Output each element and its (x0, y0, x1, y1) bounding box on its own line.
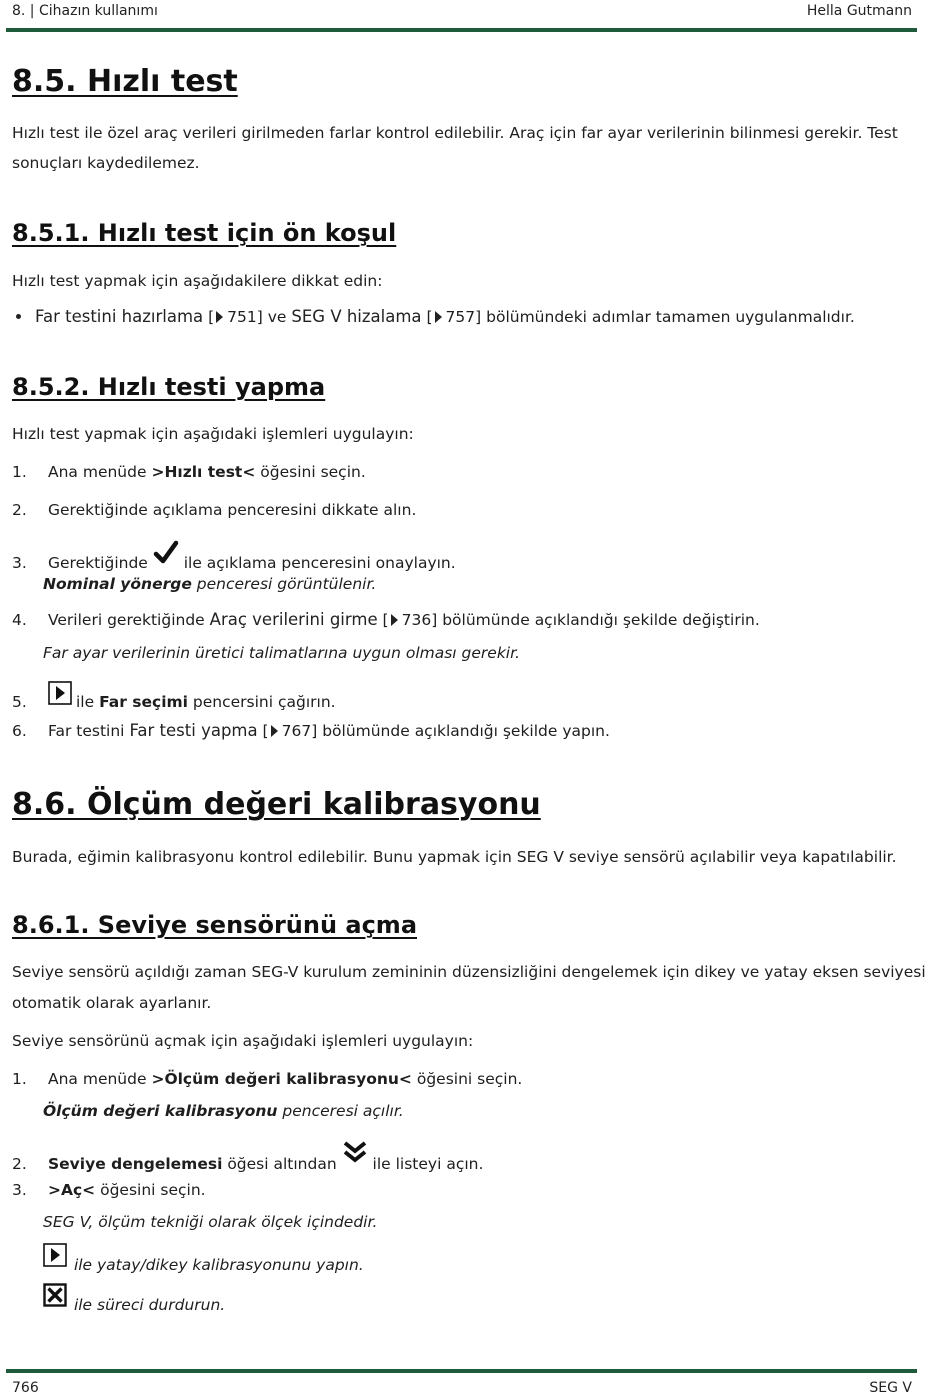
section-title-8-6: 8.6. Ölçüm değeri kalibrasyonu (12, 787, 541, 822)
double-chevron-down-icon (342, 1141, 368, 1165)
header-rule (6, 28, 917, 32)
footer-rule (6, 1369, 917, 1373)
link-far-testini-hazirlama[interactable]: Far testini hazırlama (35, 307, 204, 326)
section-8-5-para-line1: Hızlı test ile özel araç verileri girilmeden farlar kontrol edilebilir. Araç için far ayar verilerinin bilinmesi gerekir. Test (12, 124, 898, 142)
page-ref-arrow-icon (435, 311, 442, 323)
step-3-result: SEG V, ölçüm tekniği olarak ölçek içindedir. (43, 1213, 378, 1231)
section-8-6-1-para-line1: Seviye sensörü açıldığı zaman SEG-V kurulum zemininin düzensizliğini dengelemek için dikey ve yatay eksen seviyesi (12, 963, 926, 981)
link-arac-verilerini-girme[interactable]: Araç verilerini girme (209, 610, 378, 629)
section-8-5-1-intro: Hızlı test yapmak için aşağıdakilere dikkat edin: (12, 272, 383, 290)
checkmark-icon (153, 540, 179, 566)
step-4: 4. Verileri gerektiğinde Araç verilerini girme [ 736] bölümünde açıklandığı şekilde değiştirin. (12, 610, 760, 629)
step-6: 6. Far testini Far testi yapma [ 767] bölümünde açıklandığı şekilde yapın. (12, 721, 610, 740)
step-2: 2. Gerektiğinde açıklama penceresini dikkate alın. (12, 501, 417, 519)
step-4-note: Far ayar verilerinin üretici talimatlarına uygun olması gerekir. (43, 644, 520, 662)
product-name: SEG V (869, 1380, 912, 1396)
step-5: 5. ile Far seçimi pencersini çağırın. (12, 681, 336, 712)
play-forward-icon (43, 1243, 67, 1267)
page-ref-arrow-icon (391, 614, 398, 626)
section-title-8-5-2: 8.5.2. Hızlı testi yapma (12, 373, 326, 401)
section-title-8-6-1: 8.6.1. Seviye sensörünü açma (12, 911, 418, 939)
page-footer (12, 1380, 912, 1397)
bullet-dot (16, 314, 21, 319)
section-8-5-2-intro: Hızlı test yapmak için aşağıdaki işlemleri uygulayın: (12, 425, 414, 443)
section-title-8-5: 8.5. Hızlı test (12, 64, 238, 99)
page-header (12, 3, 912, 23)
step-3-sub-cancel: ile süreci durdurun. (43, 1283, 225, 1315)
step-3-sub-calibrate: ile yatay/dikey kalibrasyonunu yapın. (43, 1243, 364, 1275)
cancel-box-icon (43, 1283, 67, 1307)
link-far-testi-yapma[interactable]: Far testi yapma (129, 721, 258, 740)
link-seg-v-hizalama[interactable]: SEG V hizalama (291, 307, 422, 326)
section-8-6-1-intro: Seviye sensörünü açmak için aşağıdaki işlemleri uygulayın: (12, 1032, 474, 1050)
section-8-6-1-para-line2: otomatik olarak ayarlanır. (12, 994, 212, 1012)
step-3: 3. Gerektiğinde ile açıklama penceresini onaylayın. (12, 540, 456, 573)
step-1: 1. Ana menüde >Hızlı test< öğesini seçin. (12, 463, 366, 481)
step-2: 2. Seviye dengelemesi öğesi altından ile listeyi açın. (12, 1141, 483, 1174)
page-ref-arrow-icon (271, 725, 278, 737)
page-number: 766 (12, 1380, 39, 1396)
prerequisite-bullet: Far testini hazırlama [ 751] ve SEG V hizalama [ 757] bölümündeki adımlar tamamen uygulanmalıdır. (12, 307, 855, 327)
step-1: 1. Ana menüde >Ölçüm değeri kalibrasyonu< öğesini seçin. (12, 1070, 523, 1088)
section-title-8-5-1: 8.5.1. Hızlı test için ön koşul (12, 219, 397, 247)
header-chapter: 8. | Cihazın kullanımı (12, 3, 158, 19)
step-3-result: Nominal yönerge penceresi görüntülenir. (43, 575, 377, 593)
section-8-5-para-line2: sonuçları kaydedilemez. (12, 154, 200, 172)
header-brand: Hella Gutmann (806, 3, 912, 19)
section-8-6-para: Burada, eğimin kalibrasyonu kontrol edilebilir. Bunu yapmak için SEG V seviye sensörü açılabilir veya kapatılabilir. (12, 848, 897, 866)
step-3: 3. >Aç< öğesini seçin. (12, 1181, 206, 1199)
page-ref-arrow-icon (216, 311, 223, 323)
play-forward-icon (48, 681, 72, 705)
step-1-result: Ölçüm değeri kalibrasyonu penceresi açılır. (43, 1102, 404, 1120)
